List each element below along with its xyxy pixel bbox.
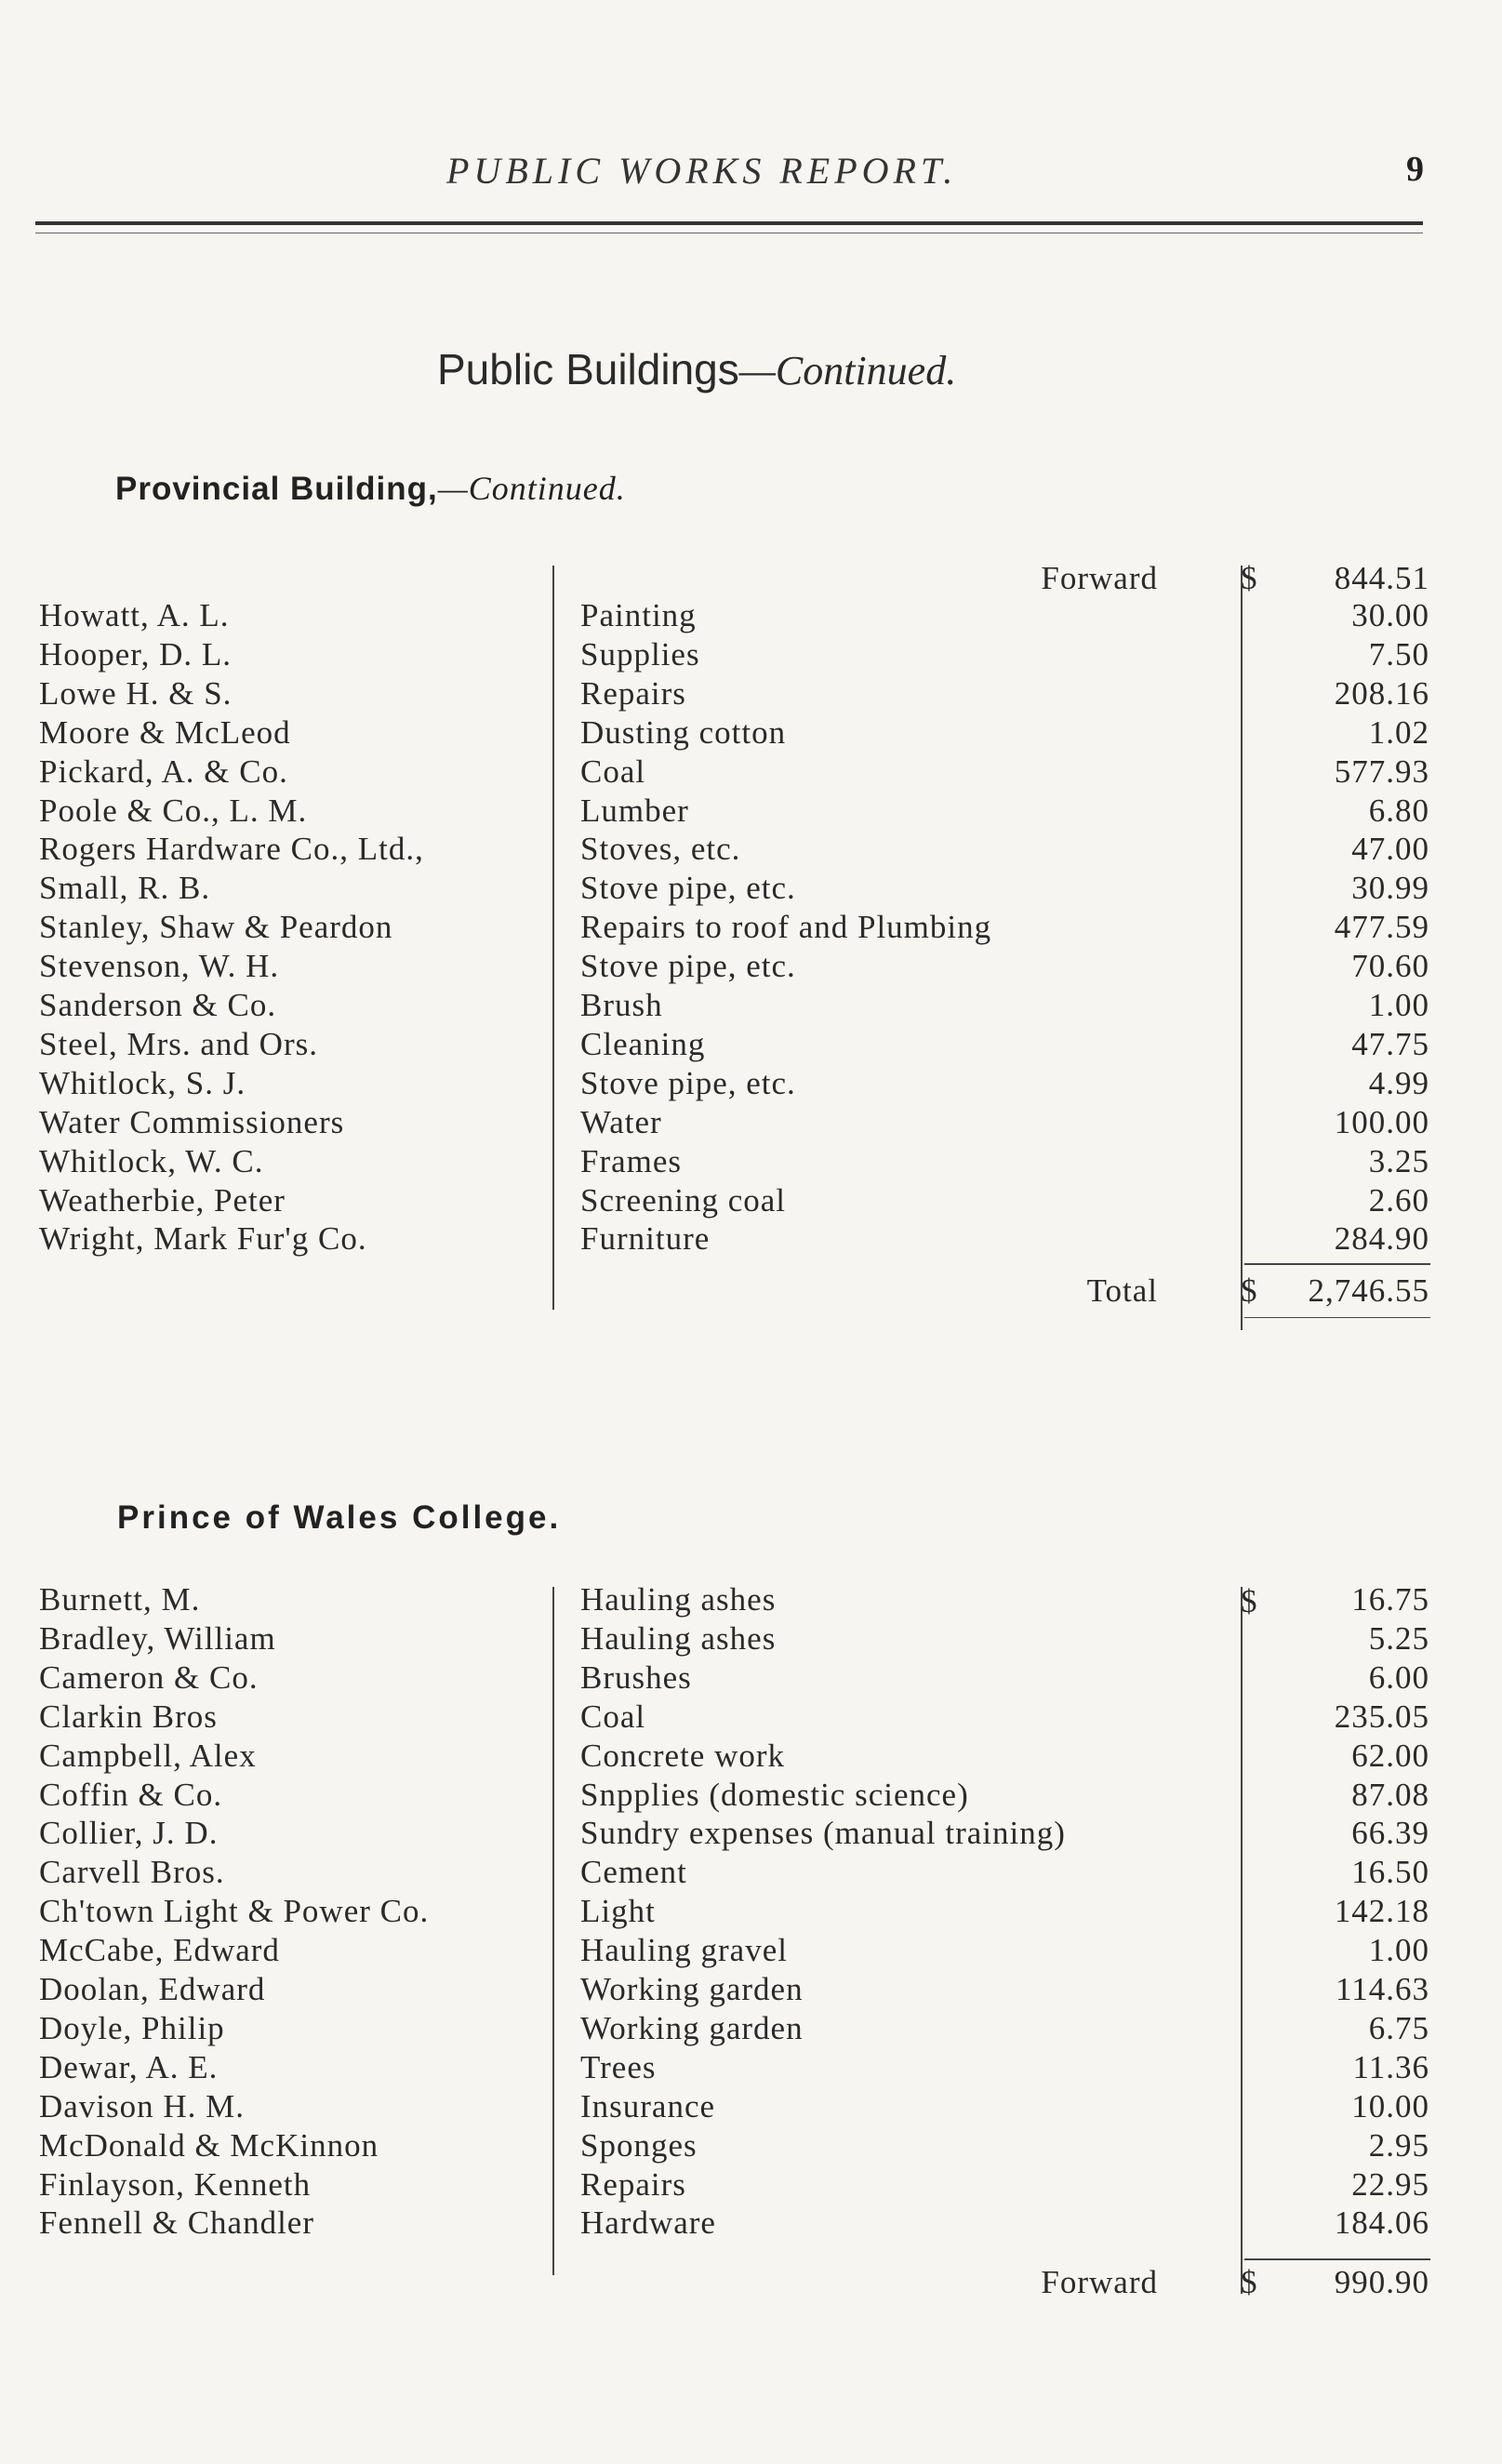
- expense-item: Stove pipe, etc.: [580, 948, 796, 985]
- expense-amount: 284.90: [1334, 1220, 1429, 1258]
- expense-amount: 208.16: [1334, 674, 1429, 712]
- payee-name: Pickard, A. & Co.: [39, 753, 288, 790]
- expense-amount: 30.00: [1351, 597, 1429, 633]
- payee-name: McCabe, Edward: [39, 1932, 280, 1969]
- table-row: [0, 792, 1502, 832]
- table-row: [0, 1815, 1502, 1854]
- table-row: [0, 714, 1502, 753]
- payee-name: Davison H. M.: [39, 2087, 246, 2124]
- table-row: [0, 909, 1502, 948]
- table-row: [0, 2204, 1502, 2244]
- payee-name: Fennell & Chandler: [39, 2204, 315, 2242]
- expense-amount: 47.00: [1351, 831, 1429, 868]
- expense-item: Insurance: [580, 2087, 716, 2124]
- table-row: [0, 1854, 1502, 1893]
- expense-item: Concrete work: [580, 1737, 786, 1774]
- expense-item: Stove pipe, etc.: [580, 1064, 796, 1101]
- expense-item: Brushes: [580, 1658, 692, 1696]
- expense-item: Cleaning: [580, 1025, 706, 1062]
- expense-item: Coal: [580, 753, 646, 790]
- table-row: [0, 1620, 1502, 1659]
- table-row: [0, 2166, 1502, 2205]
- expense-amount: 16.50: [1351, 1854, 1429, 1891]
- expense-item: Supplies: [580, 635, 700, 673]
- payee-name: Carvell Bros.: [39, 1854, 225, 1891]
- expense-amount: 6.75: [1368, 2009, 1429, 2046]
- expense-item: Trees: [580, 2048, 657, 2085]
- expense-amount: 7.50: [1368, 635, 1429, 673]
- payee-name: Stanley, Shaw & Peardon: [39, 909, 393, 946]
- table-row: [0, 1143, 1502, 1182]
- expense-amount: 142.18: [1334, 1893, 1429, 1930]
- college-heading: Prince of Wales College.: [117, 1499, 562, 1536]
- payee-name: Bradley, William: [39, 1619, 276, 1657]
- table-row: [0, 1738, 1502, 1777]
- payee-name: Ch'town Light & Power Co.: [39, 1893, 430, 1930]
- expense-item: Furniture: [580, 1220, 711, 1258]
- expense-amount: 5.25: [1368, 1619, 1429, 1657]
- table-row: [0, 1971, 1502, 2010]
- expense-item: Stoves, etc.: [580, 831, 741, 868]
- expense-item: Dusting cotton: [580, 713, 787, 751]
- table-row: [0, 1777, 1502, 1816]
- expense-item: Repairs: [580, 674, 686, 712]
- payee-name: Campbell, Alex: [39, 1737, 257, 1774]
- expense-item: Hardware: [580, 2204, 716, 2242]
- expense-amount: 62.00: [1351, 1737, 1429, 1774]
- table-row: [0, 1893, 1502, 1932]
- table-row: [0, 1104, 1502, 1143]
- expense-item: Coal: [580, 1698, 646, 1735]
- table-row: [0, 1659, 1502, 1698]
- forward-rule: [1244, 2258, 1430, 2260]
- college-forward-dollar: $: [1241, 2264, 1258, 2300]
- payee-name: Collier, J. D.: [39, 1815, 219, 1852]
- payee-name: Dewar, A. E.: [39, 2048, 219, 2085]
- table-row: [0, 987, 1502, 1026]
- expense-amount: 4.99: [1368, 1064, 1429, 1101]
- page-number: 9: [1406, 150, 1424, 189]
- expense-amount: 100.00: [1334, 1103, 1429, 1140]
- payee-name: Coffin & Co.: [39, 1776, 223, 1813]
- running-title: PUBLIC WORKS REPORT.: [446, 150, 958, 192]
- expense-amount: 1.02: [1368, 713, 1429, 751]
- expense-amount: 235.05: [1334, 1698, 1429, 1735]
- table-row: [0, 1065, 1502, 1104]
- expense-item: Sundry expenses (manual training): [580, 1815, 1066, 1852]
- total-row: [0, 1272, 1502, 1312]
- college-forward-row: [0, 2264, 1502, 2303]
- total-label: Total: [1086, 1272, 1158, 1309]
- table-row: [0, 1182, 1502, 1221]
- payee-name: McDonald & McKinnon: [39, 2126, 379, 2164]
- section-title: [437, 344, 956, 394]
- expense-amount: 87.08: [1351, 1776, 1429, 1813]
- expense-amount: 2.60: [1368, 1181, 1429, 1219]
- expense-item: Snpplies (domestic science): [580, 1776, 969, 1813]
- table-row: [0, 948, 1502, 987]
- expense-amount: 10.00: [1351, 2087, 1429, 2124]
- expense-amount: 6.80: [1368, 792, 1429, 829]
- payee-name: Poole & Co., L. M.: [39, 792, 308, 829]
- payee-name: Doolan, Edward: [39, 1971, 266, 2007]
- college-forward-label: Forward: [1041, 2264, 1158, 2300]
- table-row: [0, 1698, 1502, 1738]
- forward-dollar: $: [1241, 560, 1258, 596]
- payee-name: Whitlock, W. C.: [39, 1142, 264, 1179]
- payee-name: Wright, Mark Fur'g Co.: [39, 1220, 367, 1258]
- header-rule: [35, 221, 1423, 225]
- table-row: [0, 1932, 1502, 1971]
- expense-item: Brush: [580, 987, 663, 1023]
- total-underline: [1244, 1317, 1430, 1318]
- table-row: [0, 2010, 1502, 2049]
- expense-amount: 477.59: [1334, 909, 1429, 946]
- expense-amount: 1.00: [1368, 1932, 1429, 1969]
- section-continued: —Continued.: [738, 348, 957, 393]
- expense-item: Working garden: [580, 2009, 804, 2046]
- payee-name: Moore & McLeod: [39, 713, 291, 751]
- total-dollar: $: [1241, 1272, 1258, 1309]
- payee-name: Clarkin Bros: [39, 1698, 218, 1735]
- expense-amount: 184.06: [1334, 2204, 1429, 2242]
- table-row: [0, 831, 1502, 870]
- payee-name: Small, R. B.: [39, 870, 211, 907]
- table-row: [0, 1581, 1502, 1620]
- expense-amount: 3.25: [1368, 1142, 1429, 1179]
- payee-name: Hooper, D. L.: [39, 635, 232, 673]
- expense-amount: 66.39: [1351, 1815, 1429, 1852]
- table-row: [0, 675, 1502, 714]
- table-row: [0, 1026, 1502, 1065]
- payee-name: Cameron & Co.: [39, 1658, 259, 1696]
- expense-item: Hauling gravel: [580, 1932, 788, 1969]
- expense-item: Sponges: [580, 2126, 698, 2164]
- expense-item: Repairs to roof and Plumbing: [580, 909, 992, 946]
- expense-amount: 114.63: [1336, 1971, 1429, 2007]
- payee-name: Lowe H. & S.: [39, 674, 233, 712]
- expense-item: Light: [580, 1893, 656, 1930]
- expense-item: Repairs: [580, 2165, 686, 2203]
- expense-item: Painting: [580, 597, 697, 633]
- total-amount: 2,746.55: [1308, 1272, 1429, 1309]
- expense-item: Working garden: [580, 1971, 804, 2007]
- expense-item: Hauling ashes: [580, 1619, 777, 1657]
- expense-item: Frames: [580, 1142, 683, 1179]
- table-row: [0, 2127, 1502, 2166]
- expense-amount: 30.99: [1351, 870, 1429, 907]
- expense-amount: 47.75: [1351, 1025, 1429, 1062]
- expense-amount: 70.60: [1351, 948, 1429, 985]
- payee-name: Rogers Hardware Co., Ltd.,: [39, 831, 424, 868]
- payee-name: Sanderson & Co.: [39, 987, 277, 1023]
- expense-amount: 16.75: [1351, 1581, 1429, 1618]
- expense-amount: 1.00: [1368, 987, 1429, 1023]
- expense-amount: 2.95: [1368, 2126, 1429, 2164]
- provincial-continued: —Continued.: [437, 470, 626, 507]
- payee-name: Whitlock, S. J.: [39, 1064, 246, 1101]
- page-header: [0, 149, 1502, 205]
- table-row: [0, 1220, 1502, 1259]
- expense-amount: 22.95: [1351, 2165, 1429, 2203]
- expense-item: Stove pipe, etc.: [580, 870, 796, 907]
- payee-name: Howatt, A. L.: [39, 597, 230, 633]
- total-rule: [1244, 1263, 1430, 1265]
- expense-amount: 6.00: [1368, 1658, 1429, 1696]
- payee-name: Doyle, Philip: [39, 2009, 225, 2046]
- college-forward-amount: 990.90: [1334, 2264, 1429, 2300]
- payee-name: Finlayson, Kenneth: [39, 2165, 312, 2203]
- forward-amount: 844.51: [1334, 560, 1429, 596]
- forward-label: Forward: [1041, 560, 1158, 596]
- expense-amount: 577.93: [1334, 753, 1429, 790]
- expense-item: Hauling ashes: [580, 1581, 777, 1618]
- forward-row: [0, 560, 1502, 599]
- payee-name: Steel, Mrs. and Ors.: [39, 1025, 318, 1062]
- expense-amount: 11.36: [1352, 2048, 1429, 2085]
- table-row: [0, 636, 1502, 675]
- college-first-dollar: $: [1241, 1583, 1258, 1619]
- table-row: [0, 2049, 1502, 2088]
- payee-name: Stevenson, W. H.: [39, 948, 280, 985]
- expense-item: Water: [580, 1103, 662, 1140]
- table-row: [0, 597, 1502, 636]
- payee-name: Weatherbie, Peter: [39, 1181, 286, 1219]
- table-row: [0, 2088, 1502, 2127]
- payee-name: Water Commissioners: [39, 1103, 345, 1140]
- expense-item: Lumber: [580, 792, 689, 829]
- section-title-text: Public Buildings: [437, 345, 739, 393]
- expense-item: Screening coal: [580, 1181, 786, 1219]
- table-row: [0, 753, 1502, 792]
- provincial-heading: [115, 469, 626, 508]
- payee-name: Burnett, M.: [39, 1581, 201, 1618]
- expense-item: Cement: [580, 1854, 687, 1891]
- table-row: [0, 870, 1502, 909]
- provincial-heading-text: Provincial Building,: [115, 471, 438, 507]
